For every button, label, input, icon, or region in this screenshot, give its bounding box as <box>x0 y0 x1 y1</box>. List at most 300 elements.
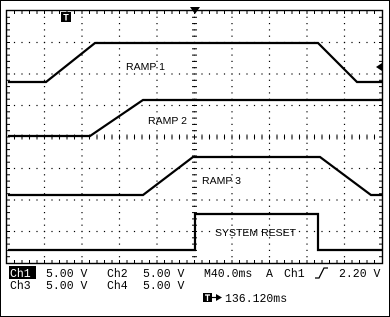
graticule-dot <box>89 168 90 169</box>
trigger-level: 2.20 V <box>339 268 381 281</box>
graticule-dot <box>156 86 157 87</box>
graticule-dot <box>306 237 307 238</box>
graticule-dot <box>59 168 60 169</box>
graticule-dot <box>201 231 202 232</box>
graticule-dot <box>329 168 330 169</box>
graticule-dot <box>306 231 307 232</box>
trigger-source: Ch1 <box>284 268 305 281</box>
graticule-dot <box>21 105 22 106</box>
graticule-dot <box>119 212 120 213</box>
graticule-dot <box>269 48 270 49</box>
ch3-tag[interactable]: Ch3 <box>10 280 31 293</box>
graticule-dot <box>366 105 367 106</box>
graticule-dot <box>119 231 120 232</box>
trigger-mode: A <box>266 268 273 281</box>
graticule-dot <box>231 206 232 207</box>
graticule-dot <box>156 143 157 144</box>
graticule-dot <box>44 73 45 74</box>
trigger-position: 136.120ms <box>225 293 288 306</box>
graticule-dot <box>344 92 345 93</box>
graticule-dot <box>246 168 247 169</box>
graticule-dot <box>21 73 22 74</box>
graticule-dot <box>344 48 345 49</box>
graticule-dot <box>81 42 82 43</box>
graticule-dot <box>14 199 15 200</box>
graticule-dot <box>269 130 270 131</box>
graticule-dot <box>44 231 45 232</box>
graticule-dot <box>111 231 112 232</box>
graticule-dot <box>344 130 345 131</box>
graticule-dot <box>276 168 277 169</box>
graticule-dot <box>81 86 82 87</box>
graticule-dot <box>36 168 37 169</box>
graticule-dot <box>344 218 345 219</box>
graticule-dot <box>81 237 82 238</box>
graticule-dot <box>306 17 307 18</box>
graticule-dot <box>156 17 157 18</box>
graticule-dot <box>306 23 307 24</box>
graticule-dot <box>96 105 97 106</box>
graticule-dot <box>156 187 157 188</box>
graticule-dot <box>119 256 120 257</box>
graticule-dot <box>59 199 60 200</box>
graticule-dot <box>119 29 120 30</box>
graticule-dot <box>44 99 45 100</box>
graticule-dot <box>156 206 157 207</box>
graticule-dot <box>231 67 232 68</box>
graticule-dot <box>186 168 187 169</box>
graticule-dot <box>44 80 45 81</box>
graticule-dot <box>44 48 45 49</box>
graticule-dot <box>44 206 45 207</box>
graticule-dot <box>306 187 307 188</box>
graticule-dot <box>344 225 345 226</box>
graticule-dot <box>119 181 120 182</box>
graticule-dot <box>306 36 307 37</box>
graticule-dot <box>306 92 307 93</box>
graticule-dot <box>246 199 247 200</box>
graticule-dot <box>44 143 45 144</box>
graticule-dot <box>299 231 300 232</box>
graticule-dot <box>81 36 82 37</box>
graticule-dot <box>269 111 270 112</box>
graticule-dot <box>344 256 345 257</box>
graticule-dot <box>44 237 45 238</box>
ramp-2-label: RAMP 2 <box>148 115 187 127</box>
graticule-dot <box>344 118 345 119</box>
graticule-dot <box>156 199 157 200</box>
ch2-tag[interactable]: Ch2 <box>107 268 128 281</box>
ch1-scale: 5.00 V <box>46 268 88 281</box>
graticule-dot <box>44 212 45 213</box>
graticule-dot <box>269 118 270 119</box>
graticule-dot <box>156 218 157 219</box>
graticule-dot <box>156 92 157 93</box>
graticule-dot <box>51 199 52 200</box>
graticule-dot <box>336 42 337 43</box>
graticule-dot <box>261 73 262 74</box>
graticule-dot <box>51 42 52 43</box>
graticule-dot <box>269 61 270 62</box>
graticule-dot <box>141 73 142 74</box>
graticule-dot <box>119 168 120 169</box>
graticule-dot <box>306 55 307 56</box>
graticule-dot <box>269 187 270 188</box>
graticule-dot <box>344 17 345 18</box>
graticule-dot <box>239 199 240 200</box>
graticule-dot <box>209 199 210 200</box>
graticule-dot <box>269 143 270 144</box>
graticule-dot <box>239 105 240 106</box>
graticule-dot <box>284 73 285 74</box>
trigger-level-icon <box>376 63 382 71</box>
graticule-dot <box>284 168 285 169</box>
graticule-dot <box>231 256 232 257</box>
graticule-dot <box>269 199 270 200</box>
graticule-dot <box>119 206 120 207</box>
graticule-dot <box>119 55 120 56</box>
graticule-dot <box>74 168 75 169</box>
graticule-dot <box>254 199 255 200</box>
graticule-dot <box>179 199 180 200</box>
graticule-dot <box>119 130 120 131</box>
graticule-dot <box>269 92 270 93</box>
graticule-dot <box>366 73 367 74</box>
graticule-dot <box>344 42 345 43</box>
graticule-dot <box>119 92 120 93</box>
graticule-dot <box>231 111 232 112</box>
graticule-dot <box>254 105 255 106</box>
graticule-dot <box>14 73 15 74</box>
graticule-dot <box>81 143 82 144</box>
graticule-dot <box>156 73 157 74</box>
graticule-dot <box>119 17 120 18</box>
graticule-dot <box>216 105 217 106</box>
graticule-dot <box>269 67 270 68</box>
graticule-dot <box>59 231 60 232</box>
graticule-dot <box>291 199 292 200</box>
graticule-dot <box>81 206 82 207</box>
graticule-dot <box>359 42 360 43</box>
graticule-dot <box>81 149 82 150</box>
graticule-dot <box>141 105 142 106</box>
graticule-dot <box>239 73 240 74</box>
graticule-dot <box>344 206 345 207</box>
graticule-dot <box>231 23 232 24</box>
graticule-dot <box>254 73 255 74</box>
graticule-dot <box>44 244 45 245</box>
graticule-dot <box>209 73 210 74</box>
graticule-dot <box>119 105 120 106</box>
graticule-dot <box>374 199 375 200</box>
graticule-dot <box>231 218 232 219</box>
graticule-dot <box>329 199 330 200</box>
graticule-dot <box>231 80 232 81</box>
graticule-dot <box>171 73 172 74</box>
graticule-dot <box>374 168 375 169</box>
graticule-dot <box>171 168 172 169</box>
graticule-dot <box>21 42 22 43</box>
graticule-dot <box>81 187 82 188</box>
graticule-dot <box>284 199 285 200</box>
graticule-dot <box>344 193 345 194</box>
graticule-dot <box>231 199 232 200</box>
graticule-dot <box>81 244 82 245</box>
graticule-dot <box>141 231 142 232</box>
graticule-dot <box>134 73 135 74</box>
graticule-dot <box>329 42 330 43</box>
graticule-dot <box>164 73 165 74</box>
graticule-dot <box>156 162 157 163</box>
graticule-dot <box>126 199 127 200</box>
graticule-dot <box>269 256 270 257</box>
graticule-dot <box>119 111 120 112</box>
graticule-dot <box>104 231 105 232</box>
graticule-dot <box>89 42 90 43</box>
graticule-dot <box>329 105 330 106</box>
graticule-dot <box>306 130 307 131</box>
ramp-1-label: RAMP 1 <box>126 61 165 73</box>
graticule-dot <box>351 73 352 74</box>
graticule-dot <box>306 29 307 30</box>
graticule-dot <box>344 143 345 144</box>
graticule-dot <box>36 231 37 232</box>
graticule-dot <box>74 42 75 43</box>
graticule-dot <box>119 199 120 200</box>
graticule-dot <box>186 231 187 232</box>
graticule-dot <box>336 231 337 232</box>
graticule-dot <box>186 199 187 200</box>
graticule-dot <box>269 124 270 125</box>
graticule-dot <box>81 218 82 219</box>
graticule-dot <box>51 105 52 106</box>
graticule-dot <box>156 111 157 112</box>
graticule-dot <box>119 48 120 49</box>
graticule-dot <box>96 199 97 200</box>
graticule-dot <box>111 168 112 169</box>
graticule-dot <box>81 181 82 182</box>
graticule-dot <box>66 168 67 169</box>
graticule-dot <box>179 231 180 232</box>
ch4-tag[interactable]: Ch4 <box>107 280 128 293</box>
graticule-dot <box>149 231 150 232</box>
graticule-dot <box>231 130 232 131</box>
graticule-dot <box>29 168 30 169</box>
graticule-dot <box>44 124 45 125</box>
graticule-dot <box>306 124 307 125</box>
graticule-dot <box>321 42 322 43</box>
graticule-dot <box>231 124 232 125</box>
graticule-dot <box>29 231 30 232</box>
graticule-dot <box>306 250 307 251</box>
graticule-dot <box>171 199 172 200</box>
graticule-dot <box>344 237 345 238</box>
graticule-dot <box>344 231 345 232</box>
graticule-dot <box>44 162 45 163</box>
graticule-dot <box>351 231 352 232</box>
graticule-dot <box>36 105 37 106</box>
graticule-dot <box>29 105 30 106</box>
graticule-dot <box>231 168 232 169</box>
graticule-dot <box>269 181 270 182</box>
graticule-dot <box>81 174 82 175</box>
graticule-dot <box>44 67 45 68</box>
graticule-dot <box>359 199 360 200</box>
graticule-dot <box>231 250 232 251</box>
graticule-dot <box>231 36 232 37</box>
graticule-dot <box>44 111 45 112</box>
graticule-dot <box>74 73 75 74</box>
graticule-dot <box>29 42 30 43</box>
graticule-dot <box>344 55 345 56</box>
graticule-dot <box>269 225 270 226</box>
graticule-dot <box>119 36 120 37</box>
graticule-dot <box>81 105 82 106</box>
graticule-dot <box>96 73 97 74</box>
graticule-dot <box>231 61 232 62</box>
graticule-dot <box>269 86 270 87</box>
graticule-dot <box>156 244 157 245</box>
graticule-dot <box>156 174 157 175</box>
graticule-dot <box>89 199 90 200</box>
graticule-dot <box>104 73 105 74</box>
graticule-dot <box>156 105 157 106</box>
graticule-dot <box>284 105 285 106</box>
ramp-3-label: RAMP 3 <box>202 175 241 187</box>
graticule-dot <box>81 225 82 226</box>
graticule-dot <box>306 181 307 182</box>
graticule-dot <box>186 105 187 106</box>
graticule-dot <box>156 193 157 194</box>
graticule-dot <box>149 168 150 169</box>
system-reset-label: SYSTEM RESET <box>215 227 297 239</box>
graticule-dot <box>21 231 22 232</box>
graticule-dot <box>44 29 45 30</box>
graticule-dot <box>81 162 82 163</box>
graticule-dot <box>44 187 45 188</box>
graticule-dot <box>96 231 97 232</box>
graticule-dot <box>44 42 45 43</box>
graticule-dot <box>306 225 307 226</box>
graticule-dot <box>164 168 165 169</box>
graticule-dot <box>104 105 105 106</box>
graticule-dot <box>246 73 247 74</box>
graticule-dot <box>44 149 45 150</box>
graticule-dot <box>344 36 345 37</box>
graticule-dot <box>81 168 82 169</box>
graticule-dot <box>216 168 217 169</box>
graticule-dot <box>344 80 345 81</box>
graticule-dot <box>179 105 180 106</box>
ch1-tag[interactable]: Ch1 <box>10 268 31 281</box>
graticule-dot <box>269 193 270 194</box>
graticule-dot <box>14 168 15 169</box>
graticule-dot <box>321 168 322 169</box>
graticule-dot <box>231 73 232 74</box>
graticule-dot <box>126 231 127 232</box>
graticule-dot <box>344 23 345 24</box>
graticule-dot <box>81 130 82 131</box>
graticule-dot <box>44 92 45 93</box>
graticule-dot <box>156 149 157 150</box>
graticule-dot <box>306 206 307 207</box>
graticule-dot <box>74 199 75 200</box>
graticule-dot <box>81 212 82 213</box>
graticule-dot <box>119 73 120 74</box>
graticule-dot <box>141 168 142 169</box>
graticule-dot <box>156 23 157 24</box>
graticule-dot <box>66 42 67 43</box>
graticule-dot <box>171 231 172 232</box>
graticule-dot <box>314 105 315 106</box>
graticule-dot <box>81 67 82 68</box>
graticule-dot <box>299 199 300 200</box>
graticule-dot <box>44 174 45 175</box>
graticule-dot <box>201 168 202 169</box>
graticule-dot <box>51 168 52 169</box>
graticule-dot <box>306 199 307 200</box>
graticule-dot <box>156 48 157 49</box>
graticule-dot <box>269 105 270 106</box>
graticule-dot <box>44 105 45 106</box>
graticule-dot <box>89 231 90 232</box>
graticule-dot <box>119 124 120 125</box>
graticule-dot <box>119 174 120 175</box>
graticule-dot <box>269 250 270 251</box>
graticule-dot <box>351 42 352 43</box>
graticule-dot <box>201 105 202 106</box>
graticule-dot <box>231 48 232 49</box>
graticule-dot <box>66 231 67 232</box>
ch2-scale: 5.00 V <box>143 268 185 281</box>
graticule-dot <box>119 225 120 226</box>
graticule-dot <box>59 73 60 74</box>
graticule-dot <box>224 168 225 169</box>
graticule-dot <box>119 143 120 144</box>
graticule-dot <box>224 73 225 74</box>
graticule-dot <box>231 55 232 56</box>
graticule-dot <box>14 231 15 232</box>
graticule-dot <box>209 168 210 169</box>
graticule-dot <box>306 244 307 245</box>
graticule-dot <box>44 118 45 119</box>
graticule-dot <box>336 199 337 200</box>
graticule-dot <box>344 29 345 30</box>
graticule-dot <box>156 181 157 182</box>
graticule-dot <box>36 199 37 200</box>
graticule-dot <box>36 73 37 74</box>
graticule-dot <box>81 73 82 74</box>
graticule-dot <box>306 73 307 74</box>
graticule-dot <box>119 162 120 163</box>
graticule-dot <box>329 231 330 232</box>
graticule-dot <box>44 225 45 226</box>
graticule-dot <box>81 61 82 62</box>
graticule-dot <box>119 155 120 156</box>
graticule-dot <box>36 42 37 43</box>
graticule-dot <box>216 199 217 200</box>
graticule-dot <box>156 212 157 213</box>
graticule-dot <box>81 99 82 100</box>
graticule-dot <box>276 199 277 200</box>
graticule-dot <box>366 231 367 232</box>
graticule-dot <box>269 29 270 30</box>
graticule-dot <box>119 80 120 81</box>
graticule-dot <box>269 174 270 175</box>
graticule-dot <box>306 143 307 144</box>
ch4-scale: 5.00 V <box>143 280 185 293</box>
graticule-dot <box>231 29 232 30</box>
